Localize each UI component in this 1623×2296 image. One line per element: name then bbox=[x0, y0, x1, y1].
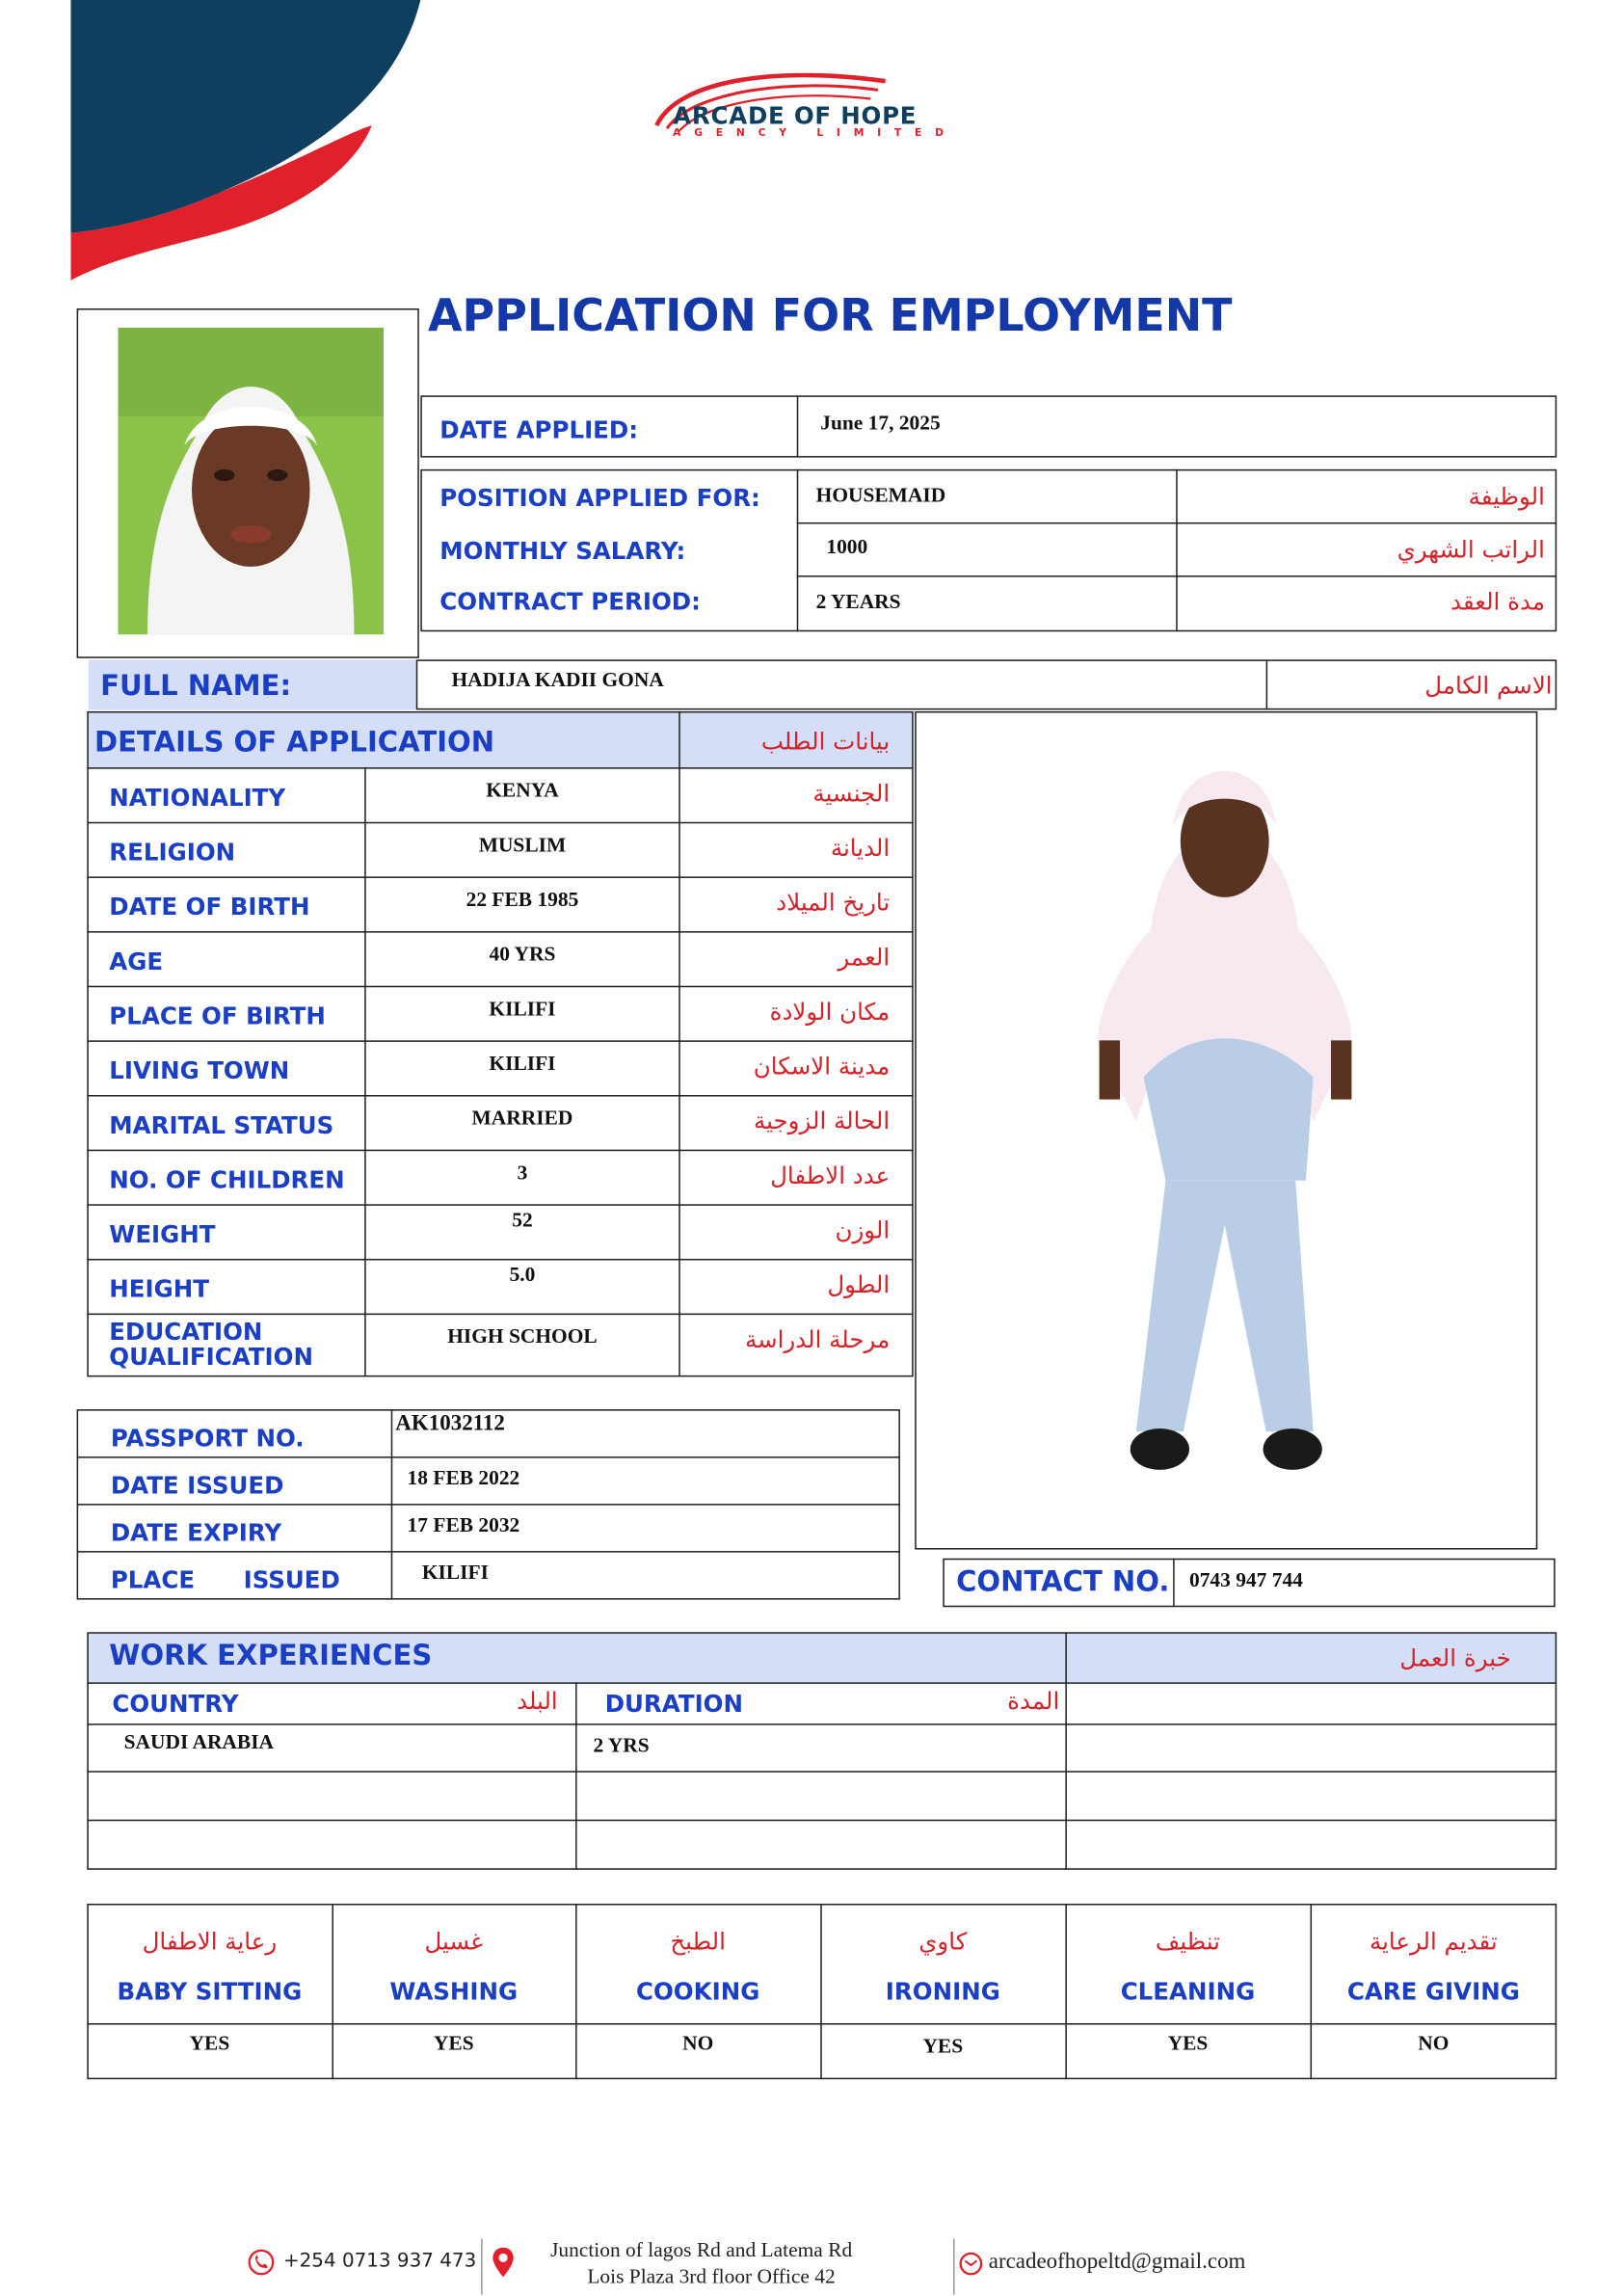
skill-label: IRONING bbox=[885, 1977, 1000, 2006]
details-heading-arabic: بيانات الطلب bbox=[760, 727, 891, 756]
detail-label: RELIGION bbox=[109, 838, 236, 867]
footer-email[interactable]: arcadeofhopeltd@gmail.com bbox=[988, 2250, 1246, 2275]
contract-label: CONTRACT PERIOD: bbox=[439, 587, 701, 616]
detail-value: MARRIED bbox=[471, 1108, 573, 1131]
skill-label: COOKING bbox=[635, 1977, 760, 2006]
passport-row-divider bbox=[77, 1551, 900, 1553]
passport-label: DATE EXPIRY bbox=[110, 1518, 282, 1547]
skill-value: NO bbox=[1418, 2033, 1450, 2056]
detail-arabic: الوزن bbox=[835, 1215, 891, 1244]
duration-column-arabic: المدة bbox=[1007, 1686, 1060, 1716]
skill-value: YES bbox=[922, 2036, 964, 2059]
footer-address-line2: Lois Plaza 3rd floor Office 42 bbox=[587, 2266, 836, 2289]
detail-arabic: عدد الاطفال bbox=[770, 1161, 891, 1189]
detail-arabic: الجنسية bbox=[812, 779, 891, 808]
email-icon bbox=[959, 2252, 982, 2275]
detail-arabic: مدينة الاسكان bbox=[753, 1052, 891, 1081]
detail-label-line2: QUALIFICATION bbox=[109, 1343, 313, 1372]
detail-label: HEIGHT bbox=[109, 1274, 209, 1303]
detail-value: KILIFI bbox=[489, 999, 556, 1022]
skill-label: CARE GIVING bbox=[1346, 1977, 1520, 2006]
detail-label: NO. OF CHILDREN bbox=[109, 1165, 345, 1194]
work-heading: WORK EXPERIENCES bbox=[109, 1639, 433, 1672]
skill-arabic: غسيل bbox=[424, 1927, 484, 1956]
details-heading: DETAILS OF APPLICATION bbox=[93, 726, 495, 759]
detail-label: NATIONALITY bbox=[109, 783, 286, 813]
detail-value: 5.0 bbox=[509, 1265, 536, 1288]
detail-label: DATE OF BIRTH bbox=[109, 893, 310, 921]
detail-arabic: العمر bbox=[838, 943, 891, 972]
duration-column-header: DURATION bbox=[604, 1689, 744, 1719]
passport-label-line2: ISSUED bbox=[243, 1565, 340, 1594]
detail-value: 52 bbox=[512, 1210, 533, 1233]
detail-label: EDUCATION bbox=[109, 1318, 263, 1347]
logo-name: ARCADE OF HOPE bbox=[673, 101, 918, 130]
detail-arabic: مرحلة الدراسة bbox=[744, 1324, 891, 1353]
page-title: APPLICATION FOR EMPLOYMENT bbox=[427, 290, 1233, 343]
skill-arabic: الطبخ bbox=[670, 1927, 726, 1956]
contact-value: 0743 947 744 bbox=[1188, 1569, 1303, 1592]
skill-value: YES bbox=[433, 2033, 474, 2056]
passport-value: 17 FEB 2032 bbox=[407, 1515, 520, 1538]
skill-value: YES bbox=[189, 2033, 230, 2056]
skill-arabic: تقديم الرعاية bbox=[1369, 1927, 1498, 1956]
full-name-arabic: الاسم الكامل bbox=[1424, 671, 1553, 700]
skill-label: WASHING bbox=[389, 1977, 519, 2006]
passport-value: 18 FEB 2022 bbox=[407, 1468, 520, 1491]
detail-arabic: تاريخ الميلاد bbox=[776, 888, 891, 917]
detail-value: MUSLIM bbox=[478, 835, 567, 858]
detail-arabic: الديانة bbox=[830, 834, 891, 863]
corner-swoosh-graphic bbox=[0, 0, 442, 295]
country-column-header: COUNTRY bbox=[112, 1689, 239, 1719]
salary-label: MONTHLY SALARY: bbox=[439, 537, 686, 566]
skill-arabic: رعاية الاطفال bbox=[142, 1927, 278, 1956]
passport-label: DATE ISSUED bbox=[110, 1471, 284, 1500]
applicant-full-body-photo bbox=[1078, 738, 1372, 1491]
footer-address-line1: Junction of lagos Rd and Latema Rd bbox=[550, 2240, 853, 2263]
company-logo bbox=[650, 67, 974, 155]
position-arabic: الوظيفة bbox=[1468, 482, 1545, 511]
position-label: POSITION APPLIED FOR: bbox=[439, 484, 760, 513]
position-value: HOUSEMAID bbox=[815, 485, 946, 508]
detail-value: HIGH SCHOOL bbox=[447, 1326, 598, 1349]
skill-value: NO bbox=[682, 2033, 714, 2056]
detail-value: 40 YRS bbox=[489, 944, 556, 967]
detail-label: AGE bbox=[109, 947, 164, 975]
detail-value: 22 FEB 1985 bbox=[466, 890, 579, 913]
passport-value: KILIFI bbox=[421, 1562, 489, 1586]
contract-arabic: مدة العقد bbox=[1450, 587, 1545, 616]
passport-row-divider bbox=[77, 1504, 900, 1506]
detail-arabic: الطول bbox=[827, 1270, 891, 1299]
passport-value: AK1032112 bbox=[395, 1412, 505, 1436]
detail-value: KILIFI bbox=[489, 1054, 556, 1077]
detail-value: KENYA bbox=[486, 780, 559, 803]
footer-phone[interactable]: +254 0713 937 473 bbox=[282, 2250, 477, 2273]
logo-subtitle: AGENCY LIMITED bbox=[673, 126, 957, 139]
phone-icon bbox=[248, 2249, 275, 2276]
skill-arabic: كاوي bbox=[918, 1927, 968, 1956]
date-applied-label: DATE APPLIED: bbox=[439, 415, 639, 444]
detail-label: WEIGHT bbox=[109, 1220, 216, 1249]
work-country-value: SAUDI ARABIA bbox=[123, 1732, 275, 1755]
full-name-label: FULL NAME: bbox=[100, 670, 292, 703]
location-pin-icon bbox=[492, 2246, 515, 2279]
applicant-headshot-photo bbox=[118, 328, 384, 634]
detail-label: PLACE OF BIRTH bbox=[109, 1001, 326, 1030]
contract-value: 2 YEARS bbox=[815, 591, 901, 614]
country-column-arabic: البلد bbox=[517, 1686, 558, 1716]
skill-label: CLEANING bbox=[1120, 1977, 1256, 2006]
skill-arabic: تنظيف bbox=[1155, 1927, 1220, 1956]
detail-arabic: الحالة الزوجية bbox=[753, 1107, 891, 1135]
skill-label: BABY SITTING bbox=[117, 1977, 303, 2006]
detail-arabic: مكان الولادة bbox=[769, 997, 891, 1027]
detail-value: 3 bbox=[517, 1162, 528, 1186]
salary-value: 1000 bbox=[826, 537, 868, 560]
date-applied-value: June 17, 2025 bbox=[820, 413, 941, 436]
passport-label: PASSPORT NO. bbox=[110, 1424, 305, 1453]
work-duration-value: 2 YRS bbox=[593, 1735, 650, 1758]
work-heading-arabic: خبرة العمل bbox=[1399, 1643, 1511, 1672]
detail-label: MARITAL STATUS bbox=[109, 1110, 334, 1139]
passport-row-divider bbox=[77, 1456, 900, 1458]
contact-label: CONTACT NO. bbox=[956, 1565, 1170, 1599]
passport-label: PLACE bbox=[110, 1565, 196, 1594]
salary-arabic: الراتب الشهري bbox=[1397, 535, 1545, 564]
skill-value: YES bbox=[1167, 2033, 1209, 2056]
footer bbox=[0, 2235, 1623, 2296]
full-name-value: HADIJA KADII GONA bbox=[451, 670, 664, 693]
detail-label: LIVING TOWN bbox=[109, 1056, 290, 1085]
